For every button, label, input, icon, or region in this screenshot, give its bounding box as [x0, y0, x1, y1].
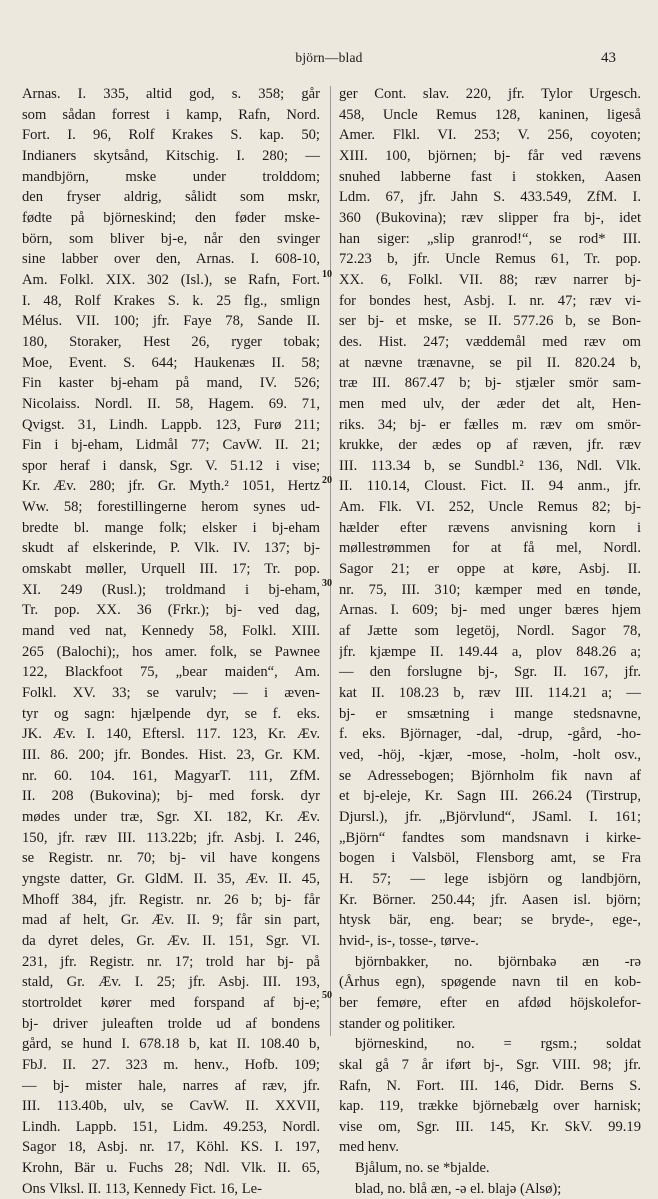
text-line: Amer. Flkl. VI. 253; V. 256, coyoten;	[339, 127, 641, 144]
text-line: Krohn, Bär u. Fuchs 28; Ndl. Vlk. II. 65,	[22, 1160, 320, 1177]
text-line: III. 86. 200; jfr. Bondes. Hist. 23, Gr. KM.	[22, 747, 320, 763]
text-line: börn, som bliver bj-e, når den svinger	[22, 230, 320, 247]
text-line: Ldm. 67, jfr. Jahn S. 433.549, ZfM. I.	[339, 189, 641, 206]
text-line: sine labber over den, Arnas. I. 608-10,	[22, 251, 320, 268]
text-line: ber femøre, efter en afdød höjskolefor-	[339, 994, 641, 1011]
text-line: stortroldet kører med forspand af bj-e;	[22, 994, 320, 1011]
text-line: III. 113.34 b, se Sundbl.² 136, Ndl. Vlk.	[339, 457, 641, 474]
text-line: Tr. pop. XX. 36 (Frkr.); bj- ved dag,	[22, 602, 320, 619]
text-line: Lindh. Lappb. 151, Lidm. 49.253, Nordl.	[22, 1118, 320, 1135]
text-line: 231, jfr. Registr. nr. 17; trold har bj- på	[22, 953, 320, 970]
text-line: 458, Uncle Remus 128, kaninen, ligeså	[339, 106, 641, 123]
text-line: hvid-, is-, tosse-, tørve-.	[339, 932, 479, 949]
text-line: Kr. Æv. 280; jfr. Gr. Myth.² 1051, Hertz	[22, 478, 320, 495]
text-line: omskabt møller, Urquell III. 17; Tr. pop.	[22, 561, 320, 578]
text-line: Mélus. VII. 100; jfr. Faye 78, Sande II.	[22, 313, 320, 330]
text-line: Rafn, N. Fort. III. 146, Didr. Berns S.	[339, 1077, 641, 1094]
text-line: krukke, der ædes op af ræven, jfr. ræv	[339, 437, 641, 454]
text-line: Ww. 58; forestillingerne herom synes ud-	[22, 499, 320, 516]
text-line: Mhoff 384, jfr. Registr. nr. 26 b; bj- får	[22, 891, 320, 908]
text-line: htysk bär, eng. bear; se bryde-, ege-,	[339, 912, 641, 929]
text-line: FbJ. II. 27. 323 m. henv., Hofb. 109;	[22, 1056, 320, 1073]
text-line: H. 57; — lege isbjörn og landbjörn,	[339, 870, 641, 887]
text-line: Bjålum, no. se *bjalde.	[355, 1160, 490, 1177]
text-line: spor heraf i dansk, Sgr. V. 51.12 i vise;	[22, 457, 320, 474]
text-line: mandbjörn, mske under trolddom;	[22, 168, 320, 185]
text-line: riks. 34; bj- er fælles m. ræv om smör-	[339, 416, 641, 433]
text-line: ser bj- et mske, se II. 577.26 b, se Bon-	[339, 313, 641, 330]
text-line: Moe, Event. S. 644; Haukenæs II. 58;	[22, 354, 320, 371]
text-line: Fort. I. 96, Rolf Krakes S. kap. 50;	[22, 127, 320, 144]
text-line: men med ulv, der æder det alt, Hen-	[339, 395, 641, 412]
text-line: 150, jfr. ræv III. 113.22b; jfr. Asbj. I. 246,	[22, 829, 320, 846]
text-line: 180, Storaker, Hest 26, ryger tobak;	[22, 333, 320, 350]
left-column	[22, 84, 320, 1199]
text-line: „Björn“ fandtes som mandsnavn i kirke-	[339, 829, 641, 846]
text-line: nr. 75, III. 310; kæmper med en tønde,	[339, 581, 641, 598]
text-line: gård, se hund I. 678.18 b, kat II. 108.40 b,	[22, 1036, 320, 1053]
text-line: jfr. kjæmpe II. 149.44 a, plov 848.26 a;	[339, 643, 641, 660]
text-line: — den forslugne bj-, Sgr. II. 167, jfr.	[339, 664, 641, 681]
text-line: Kr. Börner. 250.44; jfr. Aasen isl. björn;	[339, 891, 641, 908]
text-line: stander og politiker.	[339, 1015, 456, 1032]
text-line: se Adressebogen; Björnholm fik navn af	[339, 767, 641, 784]
text-line: hælder efter rævens anvisning korn i	[339, 519, 641, 536]
text-line: Sagor 18, Asbj. nr. 17, Köhl. KS. I. 197,	[22, 1139, 320, 1156]
text-line: mødes under træ, Sgr. XI. 182, Kr. Æv.	[22, 808, 320, 825]
text-line: Fin i bj-eham, Lidmål 77; CavW. II. 21;	[22, 437, 320, 454]
text-line: — bj- mister hale, narres af ræv, jfr.	[22, 1077, 320, 1094]
text-line: ger Cont. slav. 220, jfr. Tylor Urgesch.	[339, 86, 641, 102]
text-line: som sådan forrest i kamp, Rafn, Nord.	[22, 106, 320, 123]
text-line: for bondes hest, Asbj. I. nr. 47; ræv vi-	[339, 292, 641, 309]
text-line: den fryser aldrig, sålidt som mskr,	[22, 189, 320, 206]
text-line: bredte bl. mange folk; elsker i bj-eham	[22, 519, 320, 536]
text-line: at nævne trænavne, se pil II. 820.24 b,	[339, 354, 641, 371]
text-line: f. eks. Björnager, -dal, -drup, -gård, -ho-	[339, 726, 641, 743]
text-line: 265 (Balochi);, hos amer. folk, se Pawnee	[22, 643, 320, 660]
text-line: bj- er smsætning i mange stedsnavne,	[339, 705, 641, 722]
text-line: 360 (Bukovina); ræv slipper fra bj-, idet	[339, 209, 641, 226]
text-line: Arnas. I. 609; bj- med unger bæres hjem	[339, 602, 641, 619]
running-head: björn—blad	[295, 50, 363, 65]
text-line: björnbakker, no. björnbakə æn -rə	[355, 953, 641, 970]
text-line: Indianers skytsånd, Kitschig. I. 280; —	[22, 147, 320, 164]
text-line: se Registr. nr. 70; bj- vil have kongens	[22, 850, 320, 867]
page-number: 43	[601, 50, 616, 66]
text-line: bogen i Valsböl, Flensborg amt, se Fra	[339, 850, 641, 867]
text-line: kat II. 108.23 b, ræv III. 114.21 a; —	[339, 685, 641, 702]
text-line: II. 208 (Bukovina); bj- med forsk. dyr	[22, 788, 320, 805]
text-line: møllestrømmen for at få mel, Nordl.	[339, 540, 641, 557]
text-line: blad, no. blå æn, -ə el. blajə (Alsø);	[355, 1180, 562, 1197]
text-line: mad af helt, Gr. Æv. II. 9; får sin part,	[22, 912, 320, 929]
line-marker-10: 10	[322, 269, 332, 280]
right-column	[339, 84, 641, 1199]
text-line: björneskind, no. = rgsm.; soldat	[355, 1036, 641, 1053]
text-line: træ III. 867.47 b; bj- stjæler smör sam-	[339, 375, 641, 392]
text-line: Sagor 21; er oppe at køre, Asbj. II.	[339, 561, 641, 578]
text-line: Qvigst. 31, Lindh. Lappb. 123, Furø 211;	[22, 416, 320, 433]
text-line: Folkl. XV. 33; se varulv; — i æven-	[22, 685, 320, 702]
text-line: snuhed labberne fast i stokken, Aasen	[339, 168, 641, 185]
line-marker-50: 50	[322, 990, 332, 1001]
text-line: fødte på björneskind; den føder mske-	[22, 209, 320, 226]
text-line: han siger: „slip granrod!“, se rod* III.	[339, 230, 641, 247]
text-line: et bj-eleje, Kr. Sagn III. 266.24 (Tirstrup,	[339, 788, 641, 805]
text-line: Am. Flk. VI. 252, Uncle Remus 82; bj-	[339, 499, 641, 516]
text-line: III. 113.40b, ulv, se CavW. II. XXVII,	[22, 1098, 320, 1115]
text-line: bj- driver juleaften trolde ud af bondens	[22, 1015, 320, 1032]
text-line: XI. 249 (Rusl.); troldmand i bj-eham,	[22, 581, 320, 598]
text-line: mand ved nat, Kennedy 58, Folkl. XIII.	[22, 623, 320, 640]
text-line: XIII. 100, björnen; bj- får ved rævens	[339, 147, 641, 164]
column-divider	[330, 86, 331, 1036]
text-line: JK. Æv. I. 140, Eftersl. 117. 123, Kr. Æv.	[22, 726, 320, 743]
text-line: kap. 119, trække björnebælg over harnisk;	[339, 1098, 641, 1115]
page-header	[0, 50, 658, 70]
text-line: des. Hist. 247; væddemål med ræv om	[339, 333, 641, 350]
text-line: Ons Vlksl. II. 113, Kennedy Fict. 16, Le-	[22, 1180, 262, 1197]
text-line: yngste datter, Gr. GldM. II. 35, Æv. II. 45,	[22, 870, 320, 887]
text-line: 72.23 b, jfr. Uncle Remus 61, Tr. pop.	[339, 251, 641, 268]
text-line: Arnas. I. 335, altid god, s. 358; går	[22, 86, 320, 102]
text-line: vise om, Sgr. III. 145, Kr. SkV. 99.19	[339, 1118, 641, 1135]
text-line: II. 110.14, Cloust. Fict. II. 94 anm., jfr.	[339, 478, 641, 495]
text-line: Am. Folkl. XIX. 302 (Isl.), se Rafn, Fort.	[22, 271, 320, 288]
text-line: af Jætte som legetöj, Nordl. Sagor 78,	[339, 623, 641, 640]
text-line: XX. 6, Folkl. VII. 88; ræv narrer bj-	[339, 271, 641, 288]
line-marker-30: 30	[322, 578, 332, 589]
text-line: 122, Blackfoot 75, „bear maiden“, Am.	[22, 664, 320, 681]
text-line: I. 48, Rolf Krakes S. k. 25 flg., smlign	[22, 292, 320, 309]
text-line: skudt af elskerinde, P. Vlk. IV. 137; bj-	[22, 540, 320, 557]
text-line: med henv.	[339, 1139, 399, 1156]
line-marker-20: 20	[322, 475, 332, 486]
text-line: Fin kaster bj-eham på mand, IV. 526;	[22, 375, 320, 392]
text-line: ved, -höj, -kjær, -mose, -holm, -holt osv.,	[339, 747, 641, 763]
text-line: stald, Gr. Æv. I. 25; jfr. Asbj. III. 193,	[22, 974, 320, 991]
text-line: Djursl.), jfr. „Björvlund“, JSaml. I. 161;	[339, 808, 641, 825]
text-line: da dyret deles, Gr. Æv. II. 151, Sgr. VI.	[22, 932, 320, 949]
text-line: tyr og sagn: hjælpende dyr, se f. eks.	[22, 705, 320, 722]
text-line: (Århus egn), spøgende navn til en kob-	[339, 974, 641, 991]
text-line: nr. 60. 104. 161, MagyarT. 111, ZfM.	[22, 767, 320, 784]
text-line: skal gå 7 år iført bj-, Sgr. VIII. 98; jfr.	[339, 1056, 641, 1073]
text-line: Nicolaiss. Nordl. II. 58, Hagem. 69. 71,	[22, 395, 320, 412]
